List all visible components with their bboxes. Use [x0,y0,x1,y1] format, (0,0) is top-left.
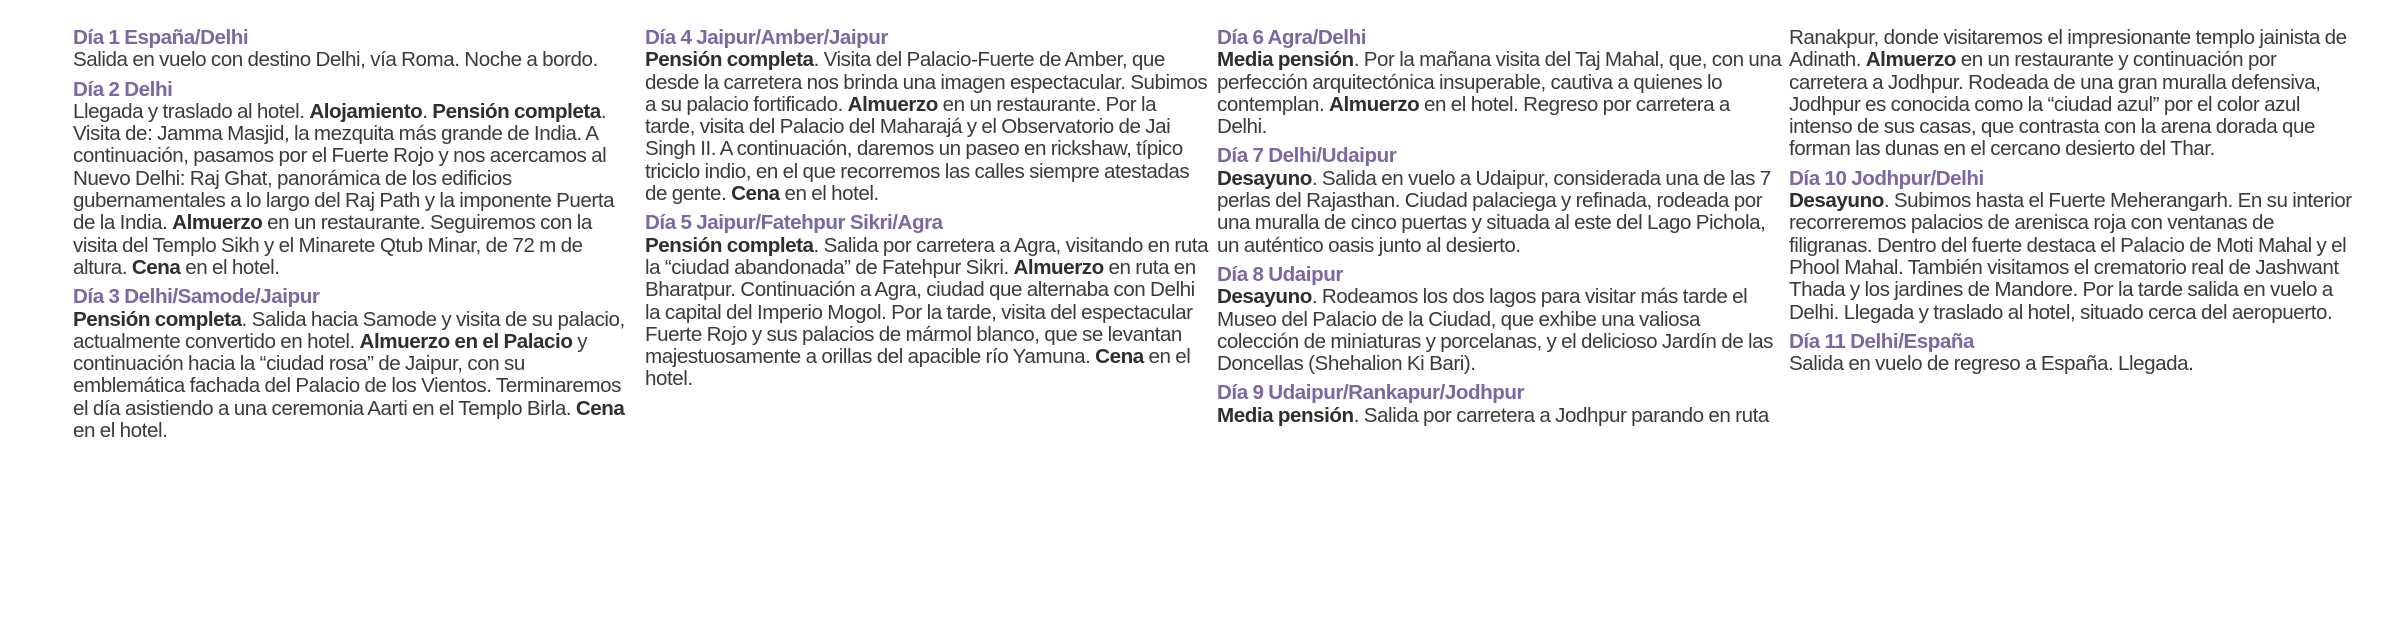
bold-text: Alojamiento [309,99,423,123]
bold-text: Media pensión [1217,403,1354,427]
bold-text: Desayuno [1217,285,1312,309]
day-3 [73,286,638,442]
day-9 [1217,382,1782,427]
day-title: Día 3 Delhi/Samode/Jaipur [73,285,320,309]
bold-text: Desayuno [1789,189,1884,213]
day-title: Día 10 Jodhpur/Delhi [1789,166,1984,190]
bold-text: Cena [1095,345,1144,369]
text-run: . Visita del Palacio-Fuerte de Amber, que desde la carretera nos brinda una imagen espectacular. Subimos a su palacio fortificado. [645,48,1208,116]
bold-text: Almuerzo [1329,92,1420,116]
text-run: Llegada y traslado al hotel. [73,99,310,123]
day-description [645,235,1210,391]
text-run: Salida en vuelo con destino Delhi, vía Roma. Noche a bordo. [73,48,598,72]
text-run: . Visita de: Jamma Masjid, la mezquita más grande de India. A continuación, pasamos por el Fuerte Rojo y nos acercamos al Nuevo Delhi: Raj Ghat, panorámica de los edificios gubernamentales a lo largo del Raj Path y la imponente Puerta de la India. [73,99,615,235]
text-run: . Salida por carretera a Jodhpur parando en ruta [1353,403,1769,427]
text-run: en el hotel. [73,419,168,443]
column-2 [645,27,1210,398]
day-10 [1789,168,2354,324]
bold-text: Pensión completa [432,99,601,123]
bold-text: Almuerzo [847,92,938,116]
day-description [73,49,638,71]
bold-text: Pensión completa [645,48,814,72]
text-run: en un restaurante. Seguiremos con la visita del Templo Sikh y el Minarete Qtub Minar, de 72 m de altura. [73,211,592,279]
text-run: Ranakpur, donde visitaremos el impresionante templo jainista de Adinath. [1789,26,2347,72]
day-title: Día 5 Jaipur/Fatehpur Sikri/Agra [645,211,943,235]
bold-text: Desayuno [1217,166,1312,190]
text-run: en un restaurante y continuación por carretera a Jodhpur. Rodeada de una gran muralla defensiva, Jodhpur es conocida como la “ciudad azul” por el color azul intenso de sus casas, que contrasta con la arena dorada que forman las dunas en el cercano desierto del Thar. [1789,48,2321,161]
text-run: en el hotel. Regreso por carretera a Delhi. [1217,92,1730,139]
day-6 [1217,27,1782,138]
text-run: . Salida por carretera a Agra, visitando en ruta la “ciudad abandonada” de Fatehpur Sikri. [645,233,1209,279]
text-run: en el hotel. [645,345,1191,391]
day-description [1789,353,2354,375]
day-title: Día 8 Udaipur [1217,262,1343,286]
bold-text: Media pensión [1217,48,1354,72]
day-description [1789,27,2354,161]
day-8 [1217,264,1782,375]
day-title: Día 4 Jaipur/Amber/Jaipur [645,26,888,49]
day-description [1789,190,2354,324]
bold-text: Almuerzo en el Palacio [359,329,573,353]
column-3 [1217,27,1782,434]
text-run: en el hotel. [180,255,280,279]
day-description [1217,168,1782,257]
bold-text: Almuerzo [172,211,263,235]
bold-text: Cena [131,255,181,279]
day-9-continued [1789,27,2354,161]
day-description [73,101,638,279]
bold-text: Cena [731,182,780,206]
text-run: en ruta en Bharatpur. Continuación a Agra, ciudad que alternaba con Delhi la capital del Imperio Mogol. Por la tarde, visita del espectacular Fuerte Rojo y sus palacios de mármol blanco, que se levantan majestuosamente a orillas del apacible río Yamuna. [645,255,1196,369]
bold-text: Pensión completa [73,307,242,331]
text-run: . Salida hacia Samode y visita de su palacio, actualmente convertido en hotel. [73,307,625,353]
bold-text: Pensión completa [645,233,814,257]
day-title: Día 2 Delhi [73,77,173,101]
bold-text: Cena [575,396,625,420]
text-run: . Salida en vuelo a Udaipur, considerada una de las 7 perlas del Rajasthan. Ciudad palaciega y refinada, rodeada por una muralla de cinco puertas y situada al este del Lago Pichola, un auténtico oasis junto al desierto. [1217,166,1771,257]
column-4 [1789,27,2354,382]
column-1 [73,27,638,449]
day-1 [73,27,638,72]
day-7 [1217,145,1782,256]
text-run: . Subimos hasta el Fuerte Meherangarh. En su interior recorreremos palacios de arenisca roja con ventanas de filigranas. Dentro del fuerte destaca el Palacio de Moti Mahal y el Phool Mahal. También visitamos el crematorio real de Jashwant Thada y los jardines de Mandore. Por la tarde salida en vuelo a Delhi. Llegada y traslado al hotel, situado cerca del aeropuerto. [1789,189,2352,324]
text-run: . Por la mañana visita del Taj Mahal, que, con una perfección arquitectónica insuperable, cautiva a quienes lo contemplan. [1217,48,1782,116]
bold-text: Almuerzo [1013,255,1104,279]
day-description [73,309,638,443]
day-title: Día 11 Delhi/España [1789,329,1975,353]
bold-text: Almuerzo [1865,48,1956,72]
day-4 [645,27,1210,205]
day-description [1217,286,1782,375]
day-description [1217,405,1782,427]
day-2 [73,79,638,280]
day-title: Día 9 Udaipur/Rankapur/Jodhpur [1217,381,1525,405]
day-11 [1789,331,2354,376]
text-run: Salida en vuelo de regreso a España. Llegada. [1789,352,2194,376]
day-description [645,49,1210,205]
text-run: en un restaurante. Por la tarde, visita del Palacio del Maharajá y el Observatorio de Jai Singh II. A continuación, daremos un paseo en rickshaw, típico triciclo indio, en el que recorremos las calles siempre atestadas de gente. [645,92,1190,206]
text-run: y continuación hacia la “ciudad rosa” de Jaipur, con su emblemática fachada del Palacio de los Vientos. Terminaremos el día asistiendo a una ceremonia Aarti en el Templo Birla. [73,329,621,420]
text-run: . [422,99,433,123]
text-run: en el hotel. [779,182,879,206]
day-title: Día 1 España/Delhi [73,26,249,49]
day-description [1217,49,1782,138]
day-5 [645,212,1210,390]
text-run: . Rodeamos los dos lagos para visitar más tarde el Museo del Palacio de la Ciudad, que exhibe una valiosa colección de miniaturas y porcelanas, y el delicioso Jardín de las Doncellas (Shehalion Ki Bari). [1217,285,1773,376]
day-title: Día 7 Delhi/Udaipur [1217,144,1397,168]
day-title: Día 6 Agra/Delhi [1217,26,1366,49]
